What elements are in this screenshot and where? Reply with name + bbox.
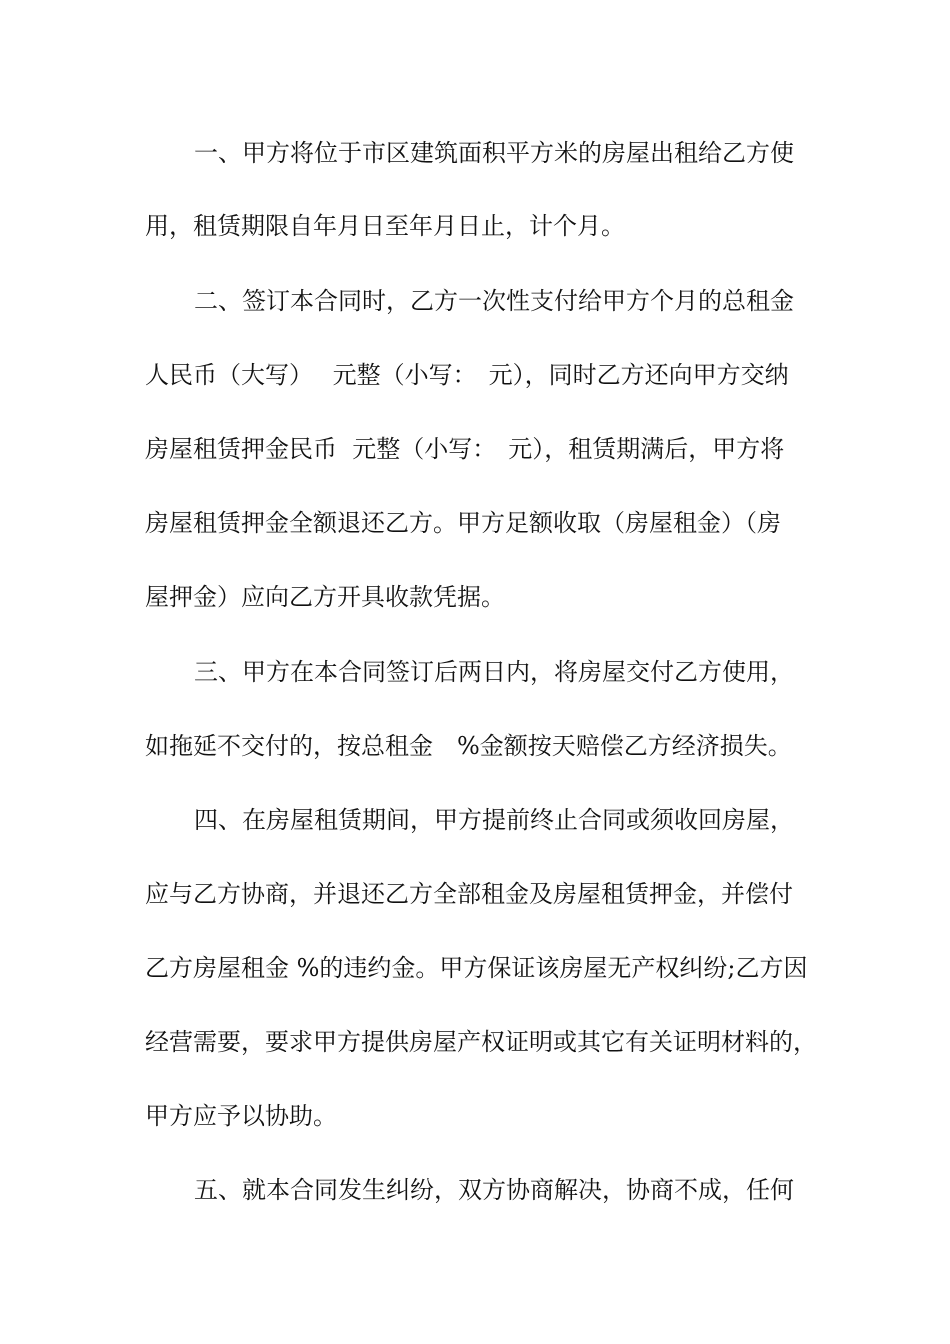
clause-2-line-4: 房屋租赁押金全额退还乙方。甲方足额收取（房屋租金）（房 bbox=[145, 509, 781, 537]
clause-1-line-1: 一、甲方将位于市区建筑面积平方米的房屋出租给乙方使 bbox=[194, 139, 794, 167]
clause-1-line-2: 用，租赁期限自年月日至年月日止，计个月。 bbox=[145, 212, 625, 240]
clause-3-line-1: 三、甲方在本合同签订后两日内，将房屋交付乙方使用， bbox=[194, 658, 794, 686]
clause-2-line-5: 屋押金）应向乙方开具收款凭据。 bbox=[145, 583, 505, 611]
clause-2-line-3: 房屋租赁押金民币 元整（小写： 元），租赁期满后，甲方将 bbox=[145, 435, 785, 463]
clause-2-line-2: 人民币（大写） 元整（小写： 元），同时乙方还向甲方交纳 bbox=[145, 361, 789, 389]
clause-3-line-2: 如拖延不交付的，按总租金 %金额按天赔偿乙方经济损失。 bbox=[145, 732, 792, 760]
clause-4-line-4: 经营需要，要求甲方提供房屋产权证明或其它有关证明材料的， bbox=[145, 1028, 817, 1056]
clause-2-line-1: 二、签订本合同时，乙方一次性支付给甲方个月的总租金 bbox=[194, 287, 794, 315]
clause-4-line-5: 甲方应予以协助。 bbox=[145, 1102, 337, 1130]
clause-4-line-3: 乙方房屋租金 %的违约金。甲方保证该房屋无产权纠纷;乙方因 bbox=[145, 954, 808, 982]
clause-4-line-1: 四、在房屋租赁期间，甲方提前终止合同或须收回房屋， bbox=[194, 806, 794, 834]
clause-4-line-2: 应与乙方协商，并退还乙方全部租金及房屋租赁押金，并偿付 bbox=[145, 880, 793, 908]
clause-5-line-1: 五、就本合同发生纠纷，双方协商解决，协商不成，任何 bbox=[194, 1176, 794, 1204]
